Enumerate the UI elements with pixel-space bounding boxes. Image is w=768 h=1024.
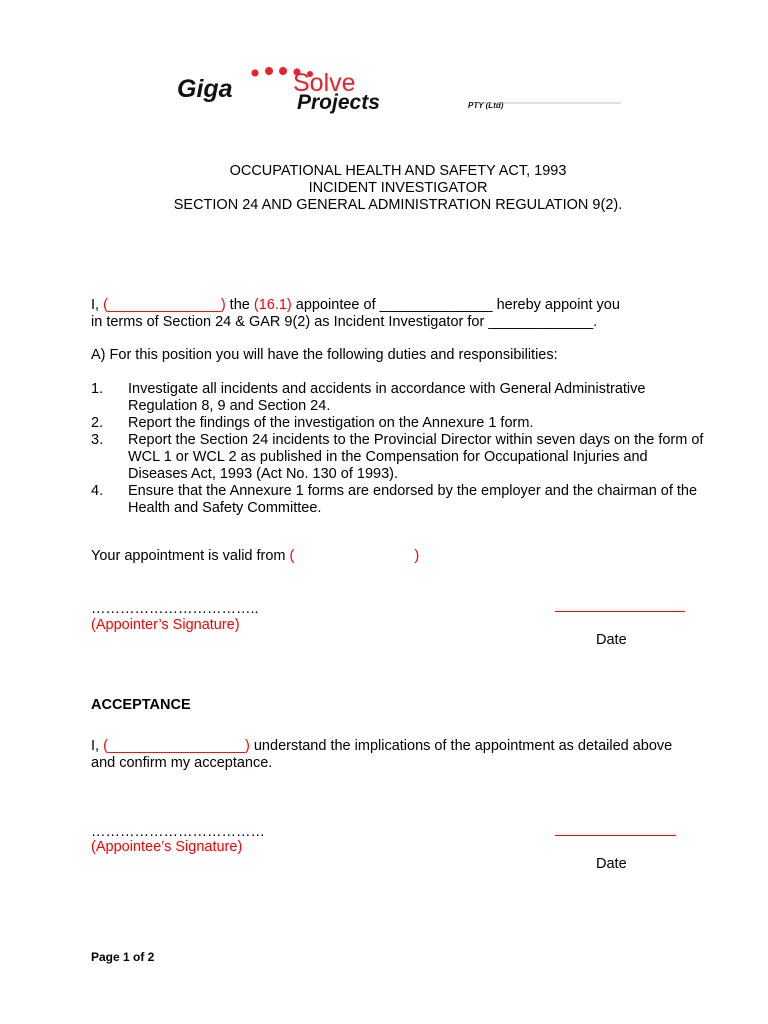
- list-item: [91, 432, 711, 483]
- appointee-date-label: Date: [596, 856, 627, 872]
- logo-word-projects: Projects: [297, 91, 380, 114]
- heading-line-act: OCCUPATIONAL HEALTH AND SAFETY ACT, 1993: [229, 163, 567, 179]
- validity-line: [91, 548, 419, 565]
- appointee-signature-label: (Appointee’s Signature): [91, 839, 243, 855]
- heading-line-section: SECTION 24 AND GENERAL ADMINISTRATION REGULATION 9(2).: [173, 197, 623, 213]
- acceptance-prefix: I,: [91, 738, 104, 754]
- list-item: [91, 415, 711, 432]
- duties-intro: A) For this position you will have the following duties and responsibilities:: [91, 347, 558, 363]
- acceptance-paragraph: [91, 738, 691, 772]
- acceptance-title: ACCEPTANCE: [91, 697, 191, 713]
- logo-dot: [279, 67, 287, 75]
- logo-suffix: PTY (Ltd): [468, 101, 504, 110]
- appointment-prefix: I,: [91, 297, 104, 313]
- list-item-number: 4.: [91, 483, 104, 499]
- duties-list: [91, 381, 711, 517]
- appointee-signature-dots: ………………………………: [91, 824, 265, 840]
- list-item-number: 1.: [91, 381, 104, 397]
- list-item-text: Report the Section 24 incidents to the Provincial Director within seven days on the form of WCL 1 or WCL 2 as published in the Compensation for Occupational Injuries and Diseases Act, 1993 (Act No. 130 of 1993).: [128, 432, 704, 482]
- appointer-signature-label: (Appointer’s Signature): [91, 617, 240, 633]
- logo-graphic: [175, 64, 625, 114]
- logo-dot: [265, 67, 273, 75]
- list-item-text: Investigate all incidents and accidents in accordance with General Administrative Regulation 8, 9 and Section 24.: [128, 381, 646, 414]
- page-number: Page 1 of 2: [91, 950, 155, 964]
- company-logo: [175, 64, 625, 114]
- appointment-line2: in terms of Section 24 & GAR 9(2) as Incident Investigator for _____________.: [91, 314, 598, 330]
- document-heading: [0, 163, 768, 214]
- list-item-number: 2.: [91, 415, 104, 431]
- list-item: [91, 381, 711, 415]
- logo-word-giga: Giga: [177, 75, 233, 103]
- acceptance-text: understand the implications of the appointment as detailed above and confirm my acceptance.: [91, 738, 673, 771]
- appointer-date-line: [555, 611, 685, 612]
- logo-word-solve: Solve: [293, 69, 356, 97]
- validity-close-paren: ): [414, 548, 420, 564]
- heading-line-role: INCIDENT INVESTIGATOR: [308, 180, 488, 196]
- appointment-mid: appointee of ______________ hereby appoint you: [291, 297, 620, 313]
- validity-open-paren: (: [289, 548, 295, 564]
- appointer-signature-dots: ……………………………..: [91, 601, 259, 617]
- appointee-date-line: [555, 835, 676, 836]
- appointment-the: the: [225, 297, 254, 313]
- appointee-name-blank: (_________________): [103, 738, 250, 754]
- appointment-paragraph: [91, 297, 691, 331]
- appointer-name-blank: (______________): [103, 297, 226, 313]
- list-item-text: Ensure that the Annexure 1 forms are endorsed by the employer and the chairman of the Health and Safety Committee.: [128, 483, 698, 516]
- appointment-ref: (16.1): [253, 297, 292, 313]
- list-item: [91, 483, 711, 517]
- appointer-date-label: Date: [596, 632, 627, 648]
- list-item-text: Report the findings of the investigation on the Annexure 1 form.: [128, 415, 534, 431]
- logo-dot: [251, 69, 258, 76]
- validity-text: Your appointment is valid from: [91, 548, 290, 564]
- list-item-number: 3.: [91, 432, 104, 448]
